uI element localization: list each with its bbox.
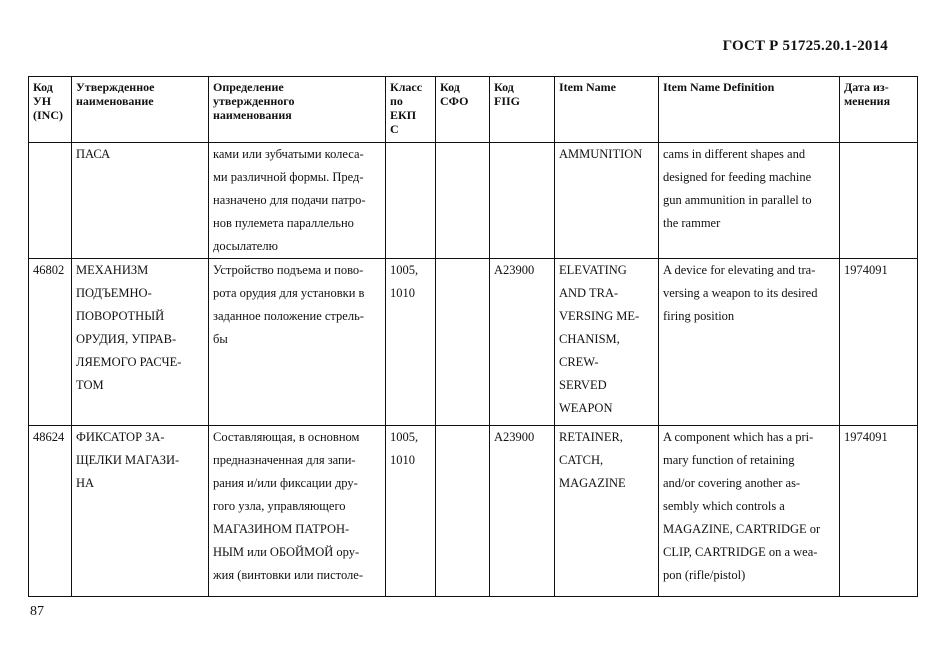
cell-item-name: AMMUNITION <box>555 143 659 259</box>
column-header-item-definition: Item Name Definition <box>659 77 840 143</box>
table-row <box>29 259 918 426</box>
cell-sfo <box>436 426 490 597</box>
cell-fiig <box>490 143 555 259</box>
column-header-item-name: Item Name <box>555 77 659 143</box>
column-header-definition: Определение утвержденного наименования <box>209 77 386 143</box>
table-row <box>29 426 918 597</box>
cell-item-definition: A device for elevating and tra- versing a weapon to its desired firing position <box>659 259 840 426</box>
document-code-header: ГОСТ Р 51725.20.1-2014 <box>722 38 888 54</box>
cell-sfo <box>436 259 490 426</box>
table-header-row <box>29 77 918 143</box>
cell-class <box>386 143 436 259</box>
cell-approved-name: МЕХАНИЗМ ПОДЪЕМНО- ПОВОРОТНЫЙ ОРУДИЯ, УПРАВ- ЛЯЕМОГО РАСЧЕ- ТОМ <box>72 259 209 426</box>
cell-inc <box>29 143 72 259</box>
column-header-date: Дата из- менения <box>840 77 918 143</box>
cell-approved-name: ФИКСАТОР ЗА- ЩЕЛКИ МАГАЗИ- НА <box>72 426 209 597</box>
cell-definition: ками или зубчатыми колеса- ми различной формы. Пред- назначено для подачи патро- нов пулемета параллельно досылателю <box>209 143 386 259</box>
cell-approved-name: ПАСА <box>72 143 209 259</box>
cell-class: 1005, 1010 <box>386 259 436 426</box>
column-header-approved-name: Утвержденное наименование <box>72 77 209 143</box>
cell-fiig: A23900 <box>490 426 555 597</box>
cell-definition: Устройство подъема и пово- рота орудия для установки в заданное положение стрель- бы <box>209 259 386 426</box>
column-header-class: Класс по ЕКП С <box>386 77 436 143</box>
cell-item-definition: A component which has a pri- mary function of retaining and/or covering another as- sembly which controls a MAGAZINE, CARTRIDGE or CLIP, CARTRIDGE on a wea- pon (rifle/pistol) <box>659 426 840 597</box>
cell-inc: 46802 <box>29 259 72 426</box>
cell-fiig: A23900 <box>490 259 555 426</box>
cell-sfo <box>436 143 490 259</box>
cell-definition: Составляющая, в основном предназначенная для запи- рания и/или фиксации дру- гого узла, управляющего МАГАЗИНОМ ПАТРОН- НЫМ или ОБОЙМОЙ ору- жия (винтовки или пистоле- <box>209 426 386 597</box>
cell-item-definition: cams in different shapes and designed for feeding machine gun ammunition in parallel to the rammer <box>659 143 840 259</box>
page-number: 87 <box>30 604 44 619</box>
nomenclature-table <box>28 76 918 597</box>
cell-inc: 48624 <box>29 426 72 597</box>
column-header-sfo: Код СФО <box>436 77 490 143</box>
cell-date: 1974091 <box>840 259 918 426</box>
cell-item-name: RETAINER, CATCH, MAGAZINE <box>555 426 659 597</box>
column-header-fiig: Код FIIG <box>490 77 555 143</box>
cell-date <box>840 143 918 259</box>
cell-item-name: ELEVATING AND TRA- VERSING ME- CHANISM, CREW- SERVED WEAPON <box>555 259 659 426</box>
cell-date: 1974091 <box>840 426 918 597</box>
column-header-inc: Код УН (INC) <box>29 77 72 143</box>
cell-class: 1005, 1010 <box>386 426 436 597</box>
table-row <box>29 143 918 259</box>
